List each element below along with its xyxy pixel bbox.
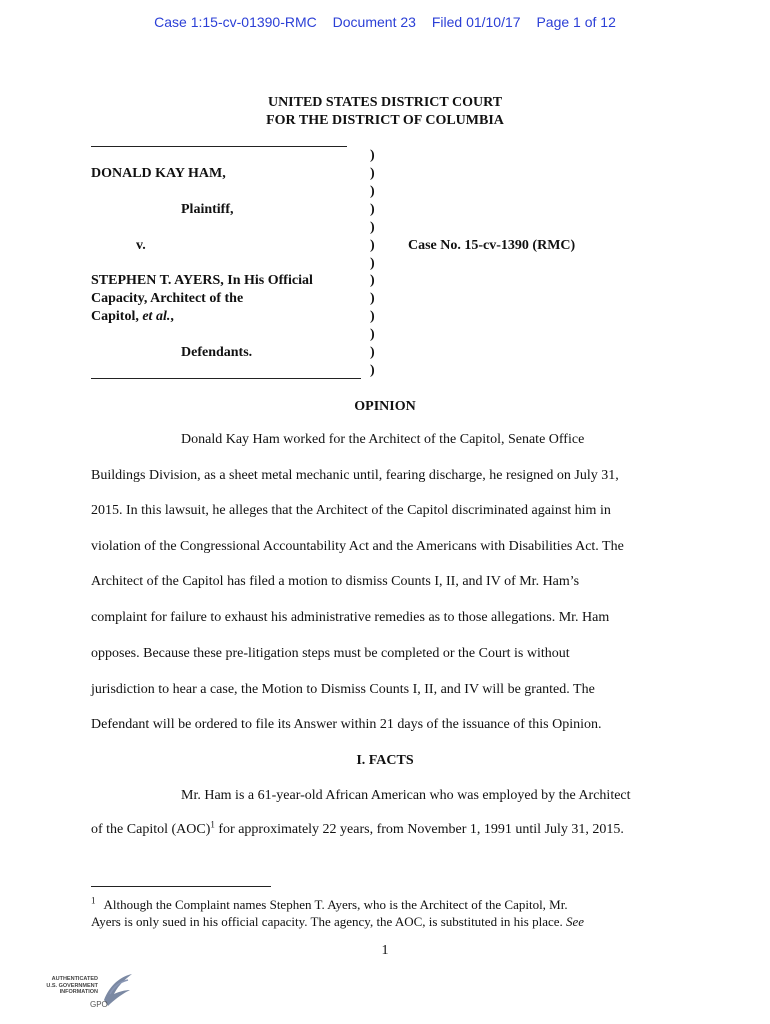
body-line: jurisdiction to hear a case, the Motion to Dismiss Counts I, II, and IV will be granted. The xyxy=(91,682,595,697)
ecf-header xyxy=(0,14,770,30)
page-number: 1 xyxy=(381,943,389,958)
body-line: Donald Kay Ham worked for the Architect of the Capitol, Senate Office xyxy=(181,432,585,447)
defendant-line3 xyxy=(91,309,174,325)
caption-paren: ) xyxy=(370,220,375,235)
header-page-count: Page 1 of 12 xyxy=(536,14,616,30)
caption-paren: ) xyxy=(370,291,375,306)
gpo-label: GPO xyxy=(90,1000,108,1009)
defendant-line3-text: Capitol, xyxy=(91,309,143,324)
defendant-role: Defendants. xyxy=(181,345,253,360)
caption-paren: ) xyxy=(370,327,375,342)
caption-paren: ) xyxy=(370,184,375,199)
footnote-text: Ayers is only sued in his official capacity. The agency, the AOC, is substituted in his place. xyxy=(91,914,567,929)
caption-paren: ) xyxy=(370,202,375,217)
gpo-seal xyxy=(40,968,140,1016)
footnote-text: Although the Complaint names Stephen T. Ayers, who is the Architect of the Capitol, Mr. xyxy=(103,897,568,912)
body-line xyxy=(91,819,624,838)
caption-paren: ) xyxy=(370,238,375,253)
footnote-line1 xyxy=(91,897,568,913)
body-line: Architect of the Capitol has filed a motion to dismiss Counts I, II, and IV of Mr. Ham’s xyxy=(91,574,580,589)
body-line-text: for approximately 22 years, from November 1, 1991 until July 31, 2015. xyxy=(214,822,624,837)
et-al: et al. xyxy=(142,309,171,324)
caption-paren: ) xyxy=(370,309,375,324)
footnote-marker: 1 xyxy=(91,895,96,906)
gpo-seal-line: AUTHENTICATED xyxy=(51,976,98,982)
caption-paren: ) xyxy=(370,166,375,181)
footnote-line2 xyxy=(91,914,584,930)
case-number: Case No. 15-cv-1390 (RMC) xyxy=(408,238,576,253)
court-name-line2: FOR THE DISTRICT OF COLUMBIA xyxy=(266,113,504,128)
header-document-number: Document 23 xyxy=(332,14,416,30)
gpo-seal-line: U.S. GOVERNMENT xyxy=(46,982,98,989)
court-name-line1: UNITED STATES DISTRICT COURT xyxy=(267,95,503,110)
body-line-text: of the Capitol (AOC) xyxy=(91,822,211,837)
body-line: complaint for failure to exhaust his administrative remedies as to those allegations. Mr. Ham xyxy=(91,610,610,625)
caption-paren: ) xyxy=(370,148,375,163)
caption-paren: ) xyxy=(370,256,375,271)
body-line: Mr. Ham is a 61-year-old African American who was employed by the Architect xyxy=(181,788,631,803)
caption-paren: ) xyxy=(370,273,375,288)
header-case-number: Case 1:15-cv-01390-RMC xyxy=(154,14,317,30)
defendant-line2: Capacity, Architect of the xyxy=(91,291,244,306)
opinion-title: OPINION xyxy=(354,399,416,414)
gpo-seal-text xyxy=(40,976,98,996)
caption-bottom-rule xyxy=(91,378,361,379)
body-line: Buildings Division, as a sheet metal mechanic until, fearing discharge, he resigned on July 31, xyxy=(91,468,619,483)
caption-paren: ) xyxy=(370,363,375,378)
body-line: 2015. In this lawsuit, he alleges that the Architect of the Capitol discriminated against him in xyxy=(91,503,611,518)
footnote-signal: See xyxy=(566,914,585,929)
defendant-line1: STEPHEN T. AYERS, In His Official xyxy=(91,273,313,288)
caption-paren: ) xyxy=(370,345,375,360)
header-filed-date: Filed 01/10/17 xyxy=(431,14,521,30)
footnote-reference[interactable]: 1 xyxy=(210,819,215,830)
body-line: Defendant will be ordered to file its Answer within 21 days of the issuance of this Opinion. xyxy=(91,717,602,732)
gpo-seal-line: INFORMATION xyxy=(59,989,98,995)
footnote-rule xyxy=(91,886,271,887)
body-line: opposes. Because these pre-litigation steps must be completed or the Court is without xyxy=(91,646,570,661)
section-heading: I. FACTS xyxy=(356,753,414,768)
plaintiff-role: Plaintiff, xyxy=(181,202,234,217)
body-line: violation of the Congressional Accountability Act and the Americans with Disabilities Act. The xyxy=(91,539,624,554)
caption-top-rule xyxy=(91,146,347,147)
defendant-line3-comma: , xyxy=(170,309,174,324)
versus: v. xyxy=(136,238,146,253)
plaintiff-name: DONALD KAY HAM, xyxy=(91,166,226,181)
